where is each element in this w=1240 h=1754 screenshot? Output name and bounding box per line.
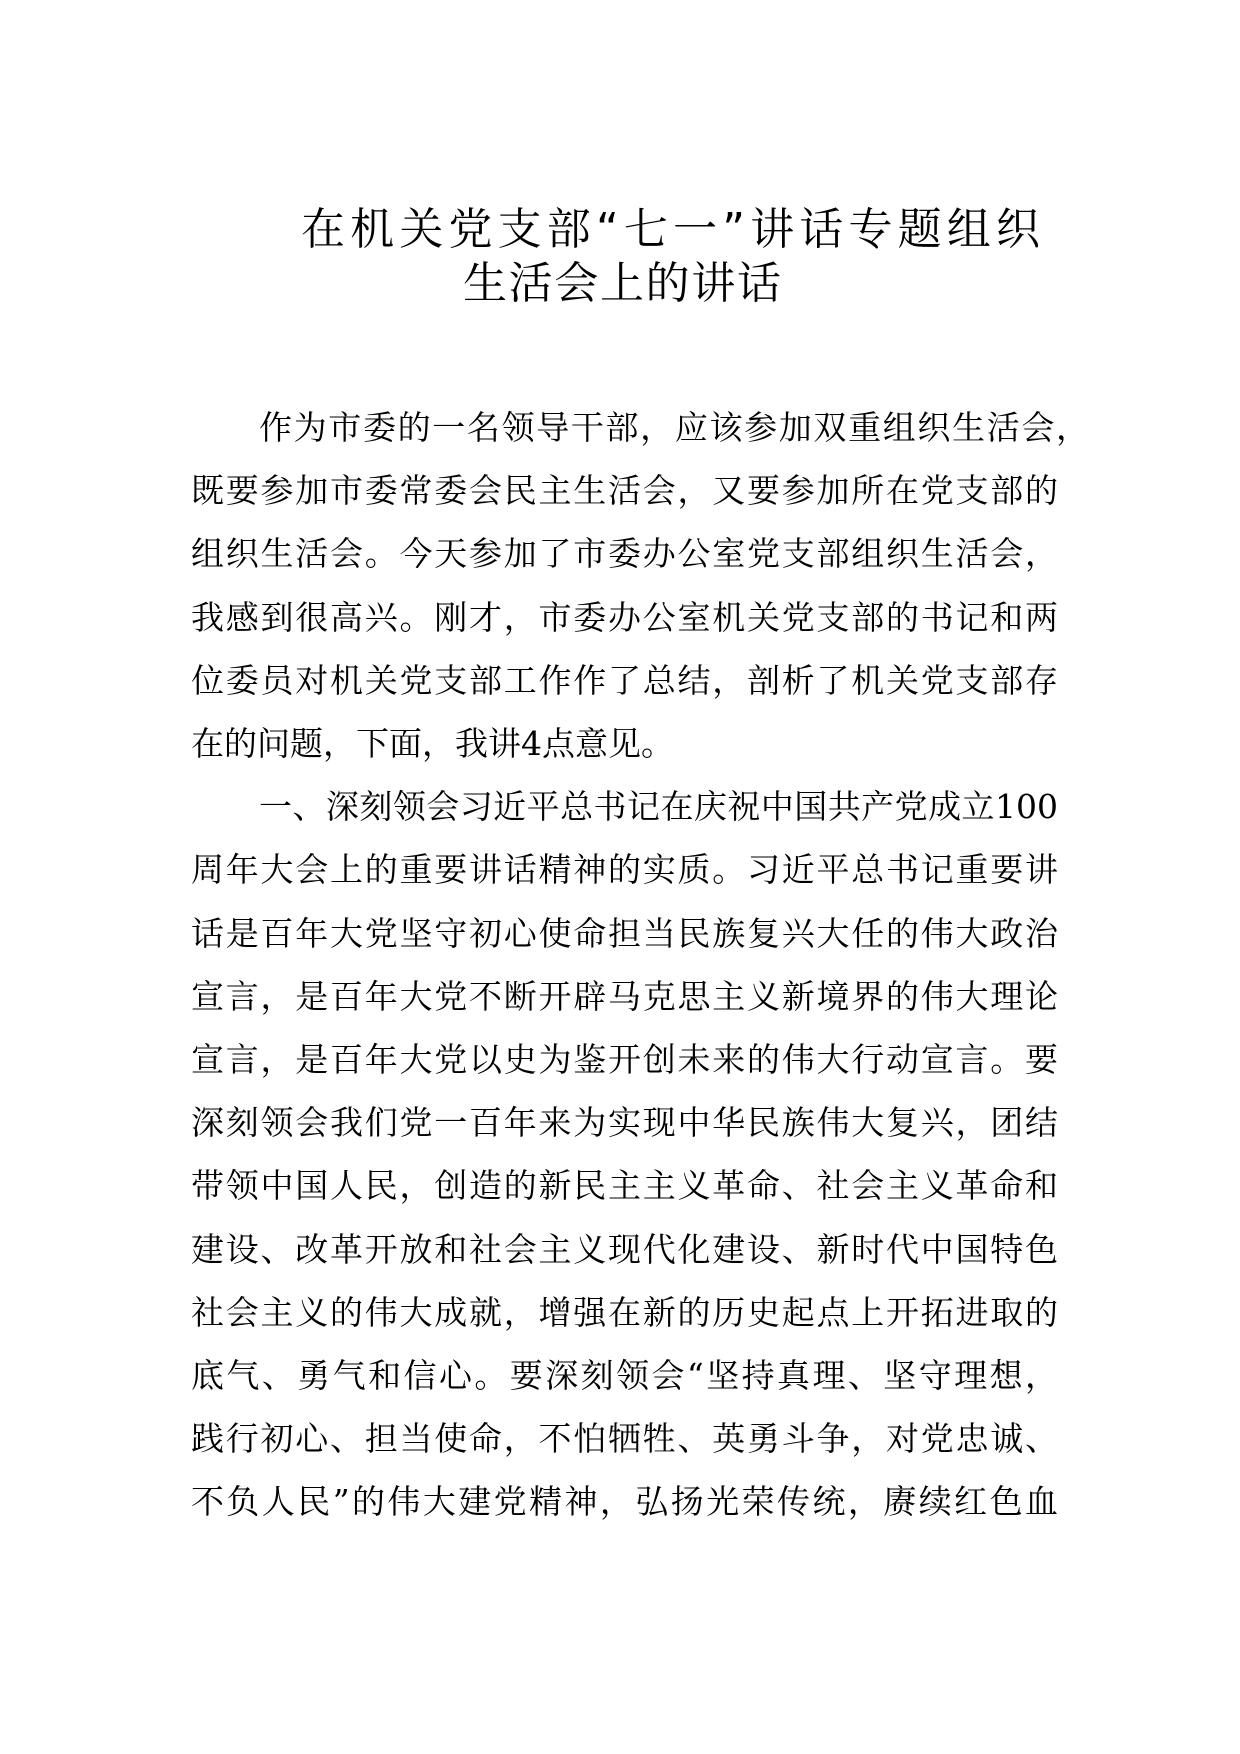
paragraph-2-line: 践行初心、担当使命，不怕牺牲、英勇斗争，对党忠诚、 <box>191 1419 1058 1459</box>
document-title-line-1: 在机关党支部“七一”讲话专题组织 <box>301 204 1040 255</box>
paragraph-2-line: 社会主义的伟大成就，增强在新的历史起点上开拓进取的 <box>191 1292 1058 1332</box>
document-title-line-2: 生活会上的讲话 <box>463 258 781 309</box>
paragraph-1-line: 在的问题，下面，我讲4点意见。 <box>191 724 674 763</box>
paragraph-2-line: 底气、勇气和信心。要深刻领会“坚持真理、坚守理想， <box>191 1356 1058 1395</box>
paragraph-2-line: 话是百年大党坚守初心使命担当民族复兴大任的伟大政治 <box>191 913 1058 953</box>
paragraph-1-line: 位委员对机关党支部工作作了总结，剖析了机关党支部存 <box>191 660 1058 700</box>
paragraph-2-line: 周年大会上的重要讲话精神的实质。习近平总书记重要讲 <box>191 850 1058 890</box>
paragraph-2-line: 不负人民”的伟大建党精神，弘扬光荣传统，赓续红色血 <box>191 1482 1058 1522</box>
paragraph-1-line: 组织生活会。今天参加了市委办公室党支部组织生活会， <box>191 534 1058 574</box>
paragraph-1-line: 既要参加市委常委会民主生活会，又要参加所在党支部的 <box>191 471 1058 511</box>
paragraph-1-line: 作为市委的一名领导干部，应该参加双重组织生活会， <box>259 408 1089 447</box>
paragraph-2-line: 宣言，是百年大党不断开辟马克思主义新境界的伟大理论 <box>191 976 1058 1016</box>
paragraph-1-line: 我感到很高兴。刚才，市委办公室机关党支部的书记和两 <box>191 597 1058 637</box>
paragraph-2-line: 深刻领会我们党一百年来为实现中华民族伟大复兴，团结 <box>191 1103 1058 1143</box>
paragraph-2-line: 带领中国人民，创造的新民主主义革命、社会主义革命和 <box>191 1166 1058 1206</box>
paragraph-2-line: 一、深刻领会习近平总书记在庆祝中国共产党成立100 <box>259 787 1058 827</box>
paragraph-2-line: 建设、改革开放和社会主义现代化建设、新时代中国特色 <box>191 1229 1058 1269</box>
paragraph-2-line: 宣言，是百年大党以史为鉴开创未来的伟大行动宣言。要 <box>191 1040 1058 1079</box>
